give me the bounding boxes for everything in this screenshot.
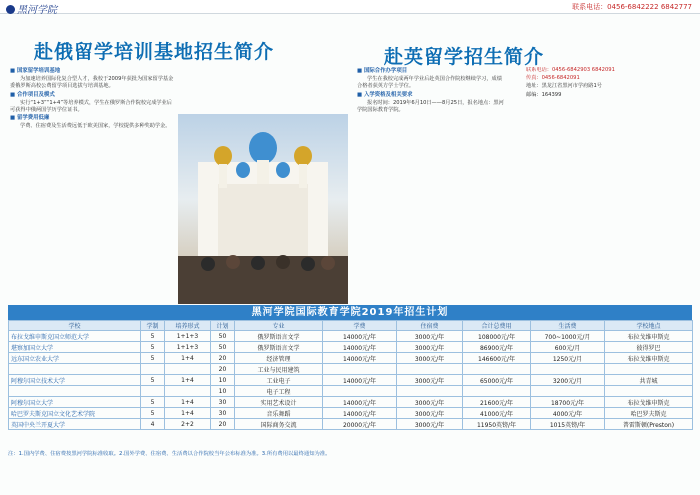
table-row <box>9 342 693 353</box>
russia-study-title: 赴俄留学培训基地招生简介 <box>34 41 275 63</box>
table-cell: 实用艺术设计 <box>235 397 323 408</box>
admission-plan-table <box>8 305 692 430</box>
table-header-row <box>9 321 693 331</box>
section-heading: ■ 合作项目及模式 <box>10 91 55 98</box>
table-cell: 电子工程 <box>235 386 323 397</box>
col-header: 计划 <box>211 321 235 331</box>
table-cell: 4000元/年 <box>531 408 605 419</box>
school-logo: 黑河学院 <box>6 1 57 16</box>
table-cell: 阿穆尔国立技术大学 <box>9 375 141 386</box>
section-heading: ■ 入学资格及相关要求 <box>357 91 413 98</box>
table-cell: 英国中央兰开夏大学 <box>9 419 141 430</box>
table-cell: 1+1+3 <box>165 342 211 353</box>
table-cell: 布拉戈维申斯克国立师范大学 <box>9 331 141 342</box>
table-cell: 普雷斯顿(Preston) <box>605 419 693 430</box>
table-cell: 俄罗斯语言文学 <box>235 342 323 353</box>
table-cell <box>605 386 693 397</box>
table-cell: 远东国立农业大学 <box>9 353 141 364</box>
table-cell: 65000元/年 <box>463 375 531 386</box>
table-cell: 工业与民用建筑 <box>235 364 323 375</box>
table-cell: 14000元/年 <box>323 375 397 386</box>
table-row <box>9 375 693 386</box>
section-body: 为加速培养国际化复合型人才，我校于2009年获批为国家留学基金委俄罗斯高校公费留学项目选拔与培训基地。 <box>10 76 174 90</box>
table-cell: 1+4 <box>165 353 211 364</box>
table-cell: 108000元/年 <box>463 331 531 342</box>
col-header: 合计总费用 <box>463 321 531 331</box>
logo-icon <box>6 5 15 14</box>
table-cell: 堪察加国立大学 <box>9 342 141 353</box>
cathedral-photo <box>178 114 348 304</box>
table-cell: 1+4 <box>165 375 211 386</box>
cathedral-image <box>178 114 348 304</box>
table-cell <box>531 386 605 397</box>
russia-column <box>10 67 174 297</box>
table-cell: 2+2 <box>165 419 211 430</box>
table-cell: 布拉戈维申斯克 <box>605 331 693 342</box>
table-cell: 700~1000元/月 <box>531 331 605 342</box>
table-cell: 5 <box>141 331 165 342</box>
table-cell: 18700元/年 <box>531 397 605 408</box>
col-header: 住宿费 <box>397 321 463 331</box>
table-cell: 50 <box>211 331 235 342</box>
table-cell <box>463 364 531 375</box>
table-cell: 1+4 <box>165 397 211 408</box>
table-cell: 14000元/年 <box>323 342 397 353</box>
table-cell: 阿穆尔国立大学 <box>9 397 141 408</box>
section-body: 实行“1+3”“1+4”等培养模式，学生在俄罗斯合作院校完成学业后可获得中俄两国学历学位证书。 <box>10 99 172 114</box>
table-cell: 音乐舞蹈 <box>235 408 323 419</box>
table-cell: 4 <box>141 419 165 430</box>
table-cell <box>605 364 693 375</box>
table-cell: 5 <box>141 353 165 364</box>
table-cell: 1+4 <box>165 408 211 419</box>
section-heading: ■ 留学费用低廉 <box>10 115 50 122</box>
table-cell: 10 <box>211 375 235 386</box>
table-cell: 146600元/年 <box>463 353 531 364</box>
table-cell: 布拉戈维申斯克 <box>605 353 693 364</box>
contact-address: 地址：黑龙江省黑河市学府路1号 <box>526 83 602 90</box>
table-cell: 1250元/月 <box>531 353 605 364</box>
section-body: 学生在我校完成两年学业后赴英国合作院校继续学习，成绩合格者获英方学士学位。 <box>357 76 502 90</box>
table-cell <box>141 386 165 397</box>
table-cell <box>141 364 165 375</box>
table-cell: 彼得罗巴 <box>605 342 693 353</box>
header-bar <box>0 0 700 14</box>
table-cell: 5 <box>141 375 165 386</box>
table-row <box>9 408 693 419</box>
uk-column <box>357 67 507 297</box>
section-body: 学费、住宿费及生活费远低于欧美国家，学校提供多种奖助学金。 <box>20 123 171 130</box>
table-cell: 50 <box>211 342 235 353</box>
uk-study-title: 赴英留学招生简介 <box>384 46 545 68</box>
col-header: 学制 <box>141 321 165 331</box>
contact-fax: 传真：0456-6842091 <box>526 75 580 82</box>
section-heading: ■ 国际合作办学项目 <box>357 68 408 74</box>
col-header: 培养形式 <box>165 321 211 331</box>
table-cell: 哈巴罗夫斯克 <box>605 408 693 419</box>
table-cell <box>531 364 605 375</box>
table-cell <box>323 386 397 397</box>
table-cell <box>165 364 211 375</box>
table-cell: 3000元/年 <box>397 419 463 430</box>
table-row <box>9 419 693 430</box>
table-cell: 俄罗斯语言文学 <box>235 331 323 342</box>
contact-phone: 联系电话：0456-6842903 6842091 <box>526 67 615 73</box>
table-row <box>9 397 693 408</box>
table-cell: 哈巴罗夫斯克国立文化艺术学院 <box>9 408 141 419</box>
table-row <box>9 331 693 342</box>
col-header: 专业 <box>235 321 323 331</box>
table-cell: 11950英镑/年 <box>463 419 531 430</box>
table-cell <box>323 364 397 375</box>
col-header: 学校 <box>9 321 141 331</box>
table-row <box>9 386 693 397</box>
table-cell: 共青城 <box>605 375 693 386</box>
table-cell: 1+1+3 <box>165 331 211 342</box>
table-cell: 5 <box>141 342 165 353</box>
table-cell <box>397 386 463 397</box>
table-cell: 5 <box>141 408 165 419</box>
table-cell: 14000元/年 <box>323 397 397 408</box>
table-cell: 3000元/年 <box>397 397 463 408</box>
table-cell: 14000元/年 <box>323 353 397 364</box>
table-cell: 14000元/年 <box>323 408 397 419</box>
table-cell: 经济管理 <box>235 353 323 364</box>
col-header: 学费 <box>323 321 397 331</box>
contact-column <box>516 67 694 297</box>
table-cell: 5 <box>141 397 165 408</box>
table-cell: 10 <box>211 386 235 397</box>
table-notes: 注：1.国内学费、住宿费按黑河学院标准收取。2.国外学费、住宿费、生活费以合作院校当年公布标准为准。3.所有费用以最终通知为准。 <box>8 451 331 457</box>
col-header: 学校地点 <box>605 321 693 331</box>
table-cell <box>9 386 141 397</box>
table-cell: 3000元/年 <box>397 353 463 364</box>
section-heading: ■ 国家留学培训基地 <box>10 68 61 74</box>
table-cell <box>397 364 463 375</box>
table-cell: 30 <box>211 397 235 408</box>
table-cell: 20 <box>211 353 235 364</box>
table-cell: 3000元/年 <box>397 331 463 342</box>
table-cell: 21600元/年 <box>463 397 531 408</box>
table-cell: 3000元/年 <box>397 375 463 386</box>
table-cell: 布拉戈维申斯克 <box>605 397 693 408</box>
table-cell: 20 <box>211 364 235 375</box>
table-cell: 20 <box>211 419 235 430</box>
table-cell: 86900元/年 <box>463 342 531 353</box>
table-cell: 20000元/年 <box>323 419 397 430</box>
table-cell <box>165 386 211 397</box>
table-cell: 国际商务交流 <box>235 419 323 430</box>
table-cell: 14000元/年 <box>323 331 397 342</box>
table-cell: 41000元/年 <box>463 408 531 419</box>
table-cell: 3200元/月 <box>531 375 605 386</box>
table-cell: 600元/月 <box>531 342 605 353</box>
table-cell: 3000元/年 <box>397 342 463 353</box>
col-header: 生活费 <box>531 321 605 331</box>
section-body: 报名时间：2019年6月10日——8月25日，报名地点：黑河学院国际教育学院。 <box>357 99 504 114</box>
table-cell: 30 <box>211 408 235 419</box>
header-phone: 联系电话：0456-6842222 6842777 <box>572 3 692 11</box>
table-title: 黑河学院国际教育学院2019年招生计划 <box>8 305 692 320</box>
table-cell: 3000元/年 <box>397 408 463 419</box>
contact-postcode: 邮编：164399 <box>526 91 562 98</box>
table-cell <box>9 364 141 375</box>
plan-table <box>8 320 693 430</box>
table-row <box>9 353 693 364</box>
table-row <box>9 364 693 375</box>
table-cell: 1015英镑/年 <box>531 419 605 430</box>
table-cell <box>463 386 531 397</box>
table-cell: 工业电子 <box>235 375 323 386</box>
